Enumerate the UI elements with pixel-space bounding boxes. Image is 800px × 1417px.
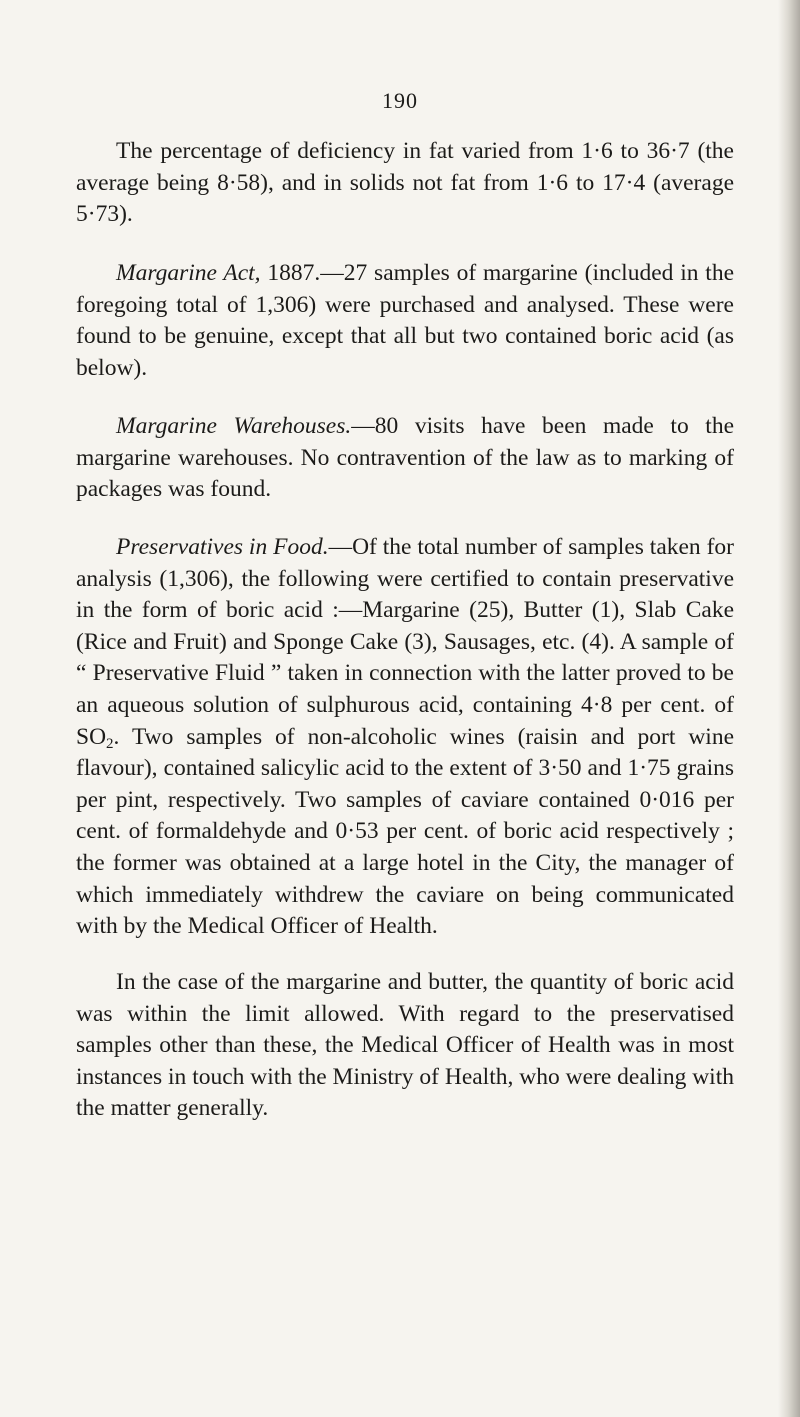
page-edge-shadow [778,0,800,1417]
margarine-act-text: 1887.—27 samples of margarine (included in the foregoing total of 1,306) were purchased and analysed. These were found to be genuine, except that all but two contained boric acid (as below). [76,260,734,381]
paragraph-margarine-act [76,258,734,384]
paragraph-boric-limit [76,967,734,1125]
margarine-warehouses-text: —80 visits have been made to the margarine warehouses. No contravention of the law as to marking of packages was found. [76,413,735,503]
boric-limit-text: In the case of the margarine and butter, the quantity of boric acid was within the limit allowed. With regard to the preservatised samples other than these, the Medical Officer of Health was in most instances in touch with the Ministry of Health, who were dealing with the matter generally. [76,969,734,1122]
paragraph-deficiency-text: The percentage of deficiency in fat varied from 1·6 to 36·7 (the average being 8·58), and in solids not fat from 1·6 to 17·4 (average 5·73). [76,138,734,228]
preservatives-heading: Preservatives in Food. [116,534,329,560]
margarine-act-heading: Margarine Act, [116,260,261,286]
so2-subscript: 2 [106,735,114,752]
paragraph-deficiency [76,136,734,231]
paragraph-preservatives [76,532,734,943]
paragraph-margarine-warehouses [76,411,734,506]
preservatives-text-part-2: . Two samples of non-alcoholic wines (raisin and port wine flavour), contained salicylic acid to the extent of 3·50 and 1·75 grains per pint, respectively. Two samples of caviare contained 0·016 per cent. of formaldehyde and 0·53 per cent. of boric acid respectively ; the former was obtained at a large hotel in the City, the manager of which immediately withdrew the caviare on being communicated with by the Medical Officer of Health. [76,723,734,940]
preservatives-text-part-1: —Of the total number of samples taken for analysis (1,306), the following were certified to contain preservative in the form of boric acid :—Margarine (25), Butter (1), Slab Cake (Rice and Fruit) and Sponge Cake (3), Sausages, etc. (4). A sample of “ Preservative Fluid ” taken in connection with the latter proved to be an aqueous solution of sulphurous acid, containing 4·8 per cent. of SO [76,534,734,750]
page-number: 190 [382,88,418,113]
margarine-warehouses-heading: Margarine Warehouses. [116,413,352,439]
